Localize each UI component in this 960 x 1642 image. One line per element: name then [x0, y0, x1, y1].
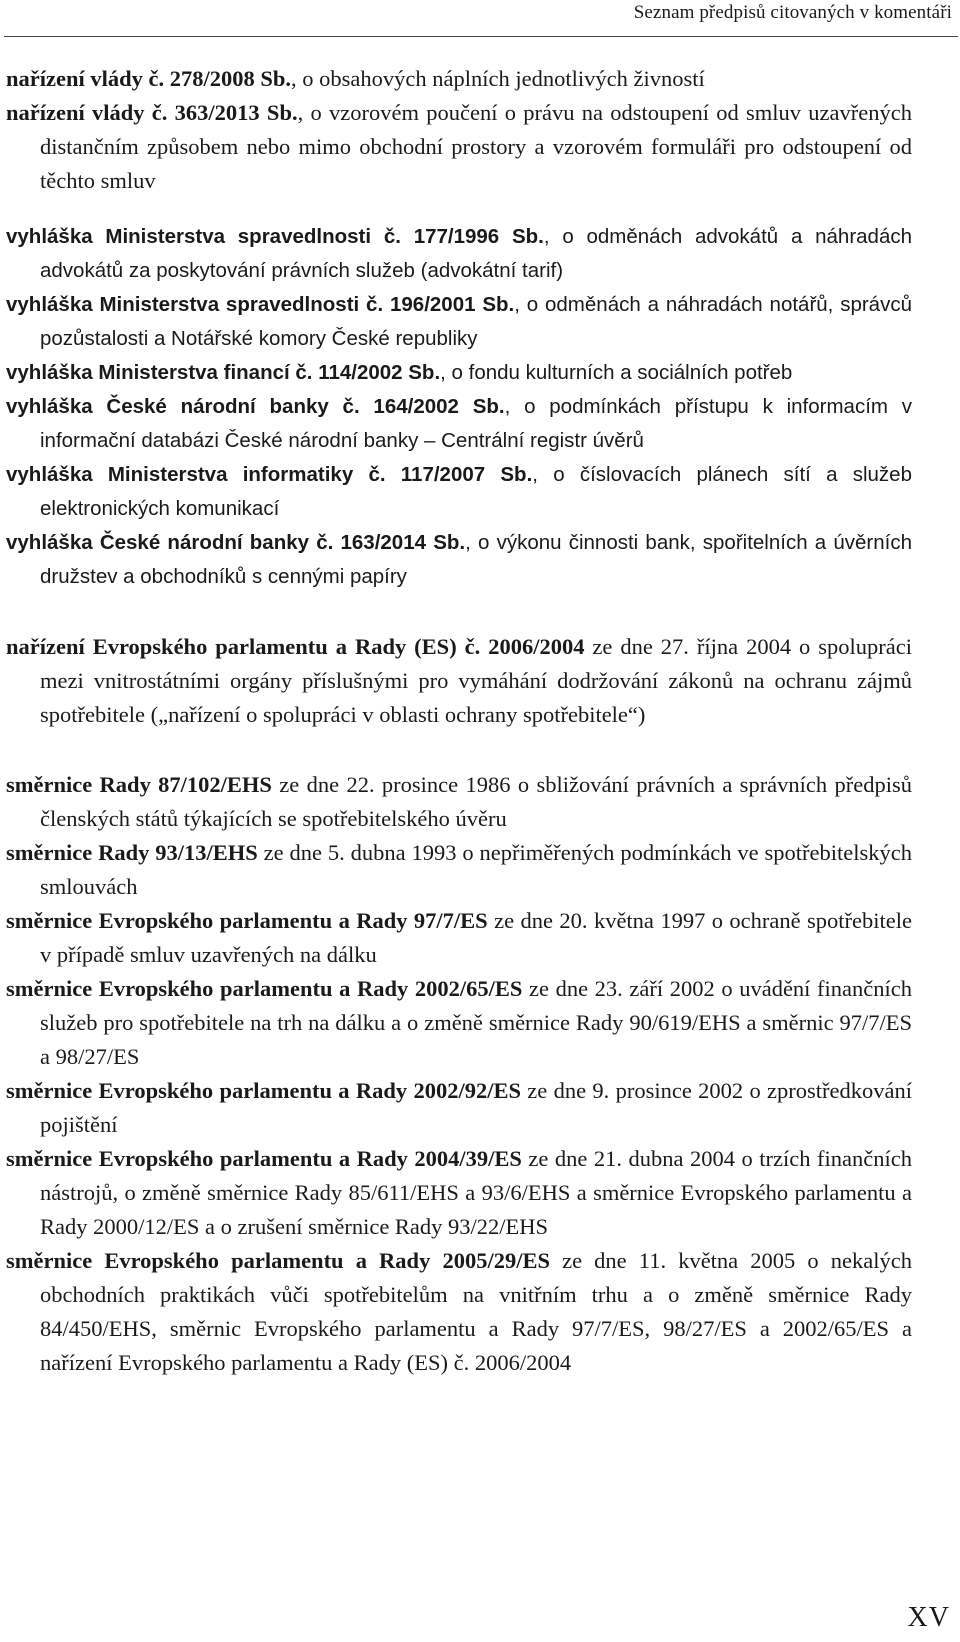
regulation-description: ze dne 22. prosince 1986 o sbližování právních a správních předpisů členských států týkajících se spotřebitelského úvěru: [40, 772, 912, 831]
regulation-description: ze dne 9. prosince 2002 o zprostředkování pojištění: [40, 1078, 912, 1137]
regulation-description: , o obsahových náplních jednotlivých živností: [291, 66, 705, 91]
regulation-title: vyhláška Ministerstva financí č. 114/2002 Sb.: [6, 361, 441, 384]
regulation-entry: [6, 356, 912, 390]
group-decrees: [6, 220, 912, 594]
regulation-title: vyhláška České národní banky č. 163/2014 Sb.: [6, 531, 466, 554]
regulation-entry: [6, 1074, 912, 1142]
regulation-description: , o odměnách a náhradách notářů, správců pozůstalosti a Notářské komory České republiky: [40, 293, 912, 350]
regulation-title: směrnice Evropského parlamentu a Rady 2005/29/ES: [6, 1248, 550, 1273]
regulation-description: , o odměnách advokátů a náhradách advokátů za poskytování právních služeb (advokátní tarif): [40, 225, 912, 282]
regulation-entry: [6, 972, 912, 1074]
regulation-description: ze dne 20. května 1997 o ochraně spotřebitele v případě smluv uzavřených na dálku: [40, 908, 912, 967]
regulation-title: nařízení vlády č. 363/2013 Sb.: [6, 100, 298, 125]
regulation-entry: [6, 96, 912, 198]
regulation-entry: [6, 904, 912, 972]
page-number: XV: [907, 1602, 950, 1633]
regulation-title: směrnice Evropského parlamentu a Rady 2004/39/ES: [6, 1146, 522, 1171]
regulation-description: , o vzorovém poučení o právu na odstoupení od smluv uzavřených distančním způsobem nebo mimo obchodní prostory a vzorovém formuláři pro odstoupení od těchto smluv: [40, 100, 912, 193]
regulation-description: , o číslovacích plánech sítí a služeb elektronických komunikací: [40, 463, 912, 520]
regulation-entry: [6, 768, 912, 836]
group-eu-regulations: [6, 630, 912, 732]
regulation-description: , o podmínkách přístupu k informacím v informační databázi České národní banky – Centrální registr úvěrů: [40, 395, 913, 452]
regulation-description: , o fondu kulturních a sociálních potřeb: [440, 361, 793, 384]
regulation-entry: [6, 1142, 912, 1244]
regulation-title: směrnice Rady 93/13/EHS: [6, 840, 258, 865]
regulation-title: nařízení Evropského parlamentu a Rady (ES) č. 2006/2004: [6, 634, 585, 659]
regulation-title: vyhláška Ministerstva spravedlnosti č. 177/1996 Sb.: [6, 225, 544, 248]
regulation-title: vyhláška Ministerstva informatiky č. 117/2007 Sb.: [6, 463, 533, 486]
running-header: Seznam předpisů citovaných v komentáři: [633, 2, 952, 23]
group-eu-directives: [6, 768, 912, 1380]
regulation-description: ze dne 11. května 2005 o nekalých obchodních praktikách vůči spotřebitelům na vnitřním trhu a o změně směrnice Rady 84/450/EHS, směrnic Evropského parlamentu a Rady 97/7/ES, 98/27/ES a 2002/65/ES a nařízení Evropského parlamentu a Rady (ES) č. 2006/2004: [40, 1248, 912, 1375]
regulation-entry: [6, 630, 912, 732]
regulation-description: ze dne 27. října 2004 o spolupráci mezi vnitrostátními orgány příslušnými pro vymáhání dodržování zákonů na ochranu zájmů spotřebitele („nařízení o spolupráci v oblasti ochrany spotřebitele“): [40, 634, 912, 727]
group-government-decrees: [6, 62, 912, 198]
regulation-entry: [6, 220, 912, 288]
regulation-title: vyhláška Ministerstva spravedlnosti č. 196/2001 Sb.: [6, 293, 515, 316]
regulation-entry: [6, 288, 912, 356]
regulation-entry: [6, 836, 912, 904]
regulation-entry: [6, 526, 912, 594]
regulation-entry: [6, 458, 912, 526]
regulation-title: nařízení vlády č. 278/2008 Sb.: [6, 66, 292, 91]
regulation-description: ze dne 5. dubna 1993 o nepřiměřených podmínkách ve spotřebitelských smlouvách: [40, 840, 913, 899]
regulation-title: vyhláška České národní banky č. 164/2002 Sb.: [6, 395, 505, 418]
regulation-list: [6, 62, 912, 1380]
regulation-description: ze dne 23. září 2002 o uvádění finančních služeb pro spotřebitele na trh na dálku a o změně směrnice Rady 90/619/EHS a směrnic 97/7/ES a 98/27/ES: [40, 976, 912, 1069]
regulation-title: směrnice Evropského parlamentu a Rady 2002/65/ES: [6, 976, 523, 1001]
regulation-title: směrnice Evropského parlamentu a Rady 2002/92/ES: [6, 1078, 521, 1103]
regulation-entry: [6, 62, 912, 96]
regulation-description: ze dne 21. dubna 2004 o trzích finančních nástrojů, o změně směrnice Rady 85/611/EHS a 93/6/EHS a směrnice Evropského parlamentu a Rady 2000/12/ES a o zrušení směrnice Rady 93/22/EHS: [40, 1146, 912, 1239]
regulation-title: směrnice Rady 87/102/EHS: [6, 772, 272, 797]
regulation-title: směrnice Evropského parlamentu a Rady 97/7/ES: [6, 908, 488, 933]
header-rule: [4, 36, 958, 37]
regulation-description: , o výkonu činnosti bank, spořitelních a úvěrních družstev a obchodníků s cennými papíry: [40, 531, 913, 588]
regulation-entry: [6, 390, 912, 458]
regulation-entry: [6, 1244, 912, 1380]
